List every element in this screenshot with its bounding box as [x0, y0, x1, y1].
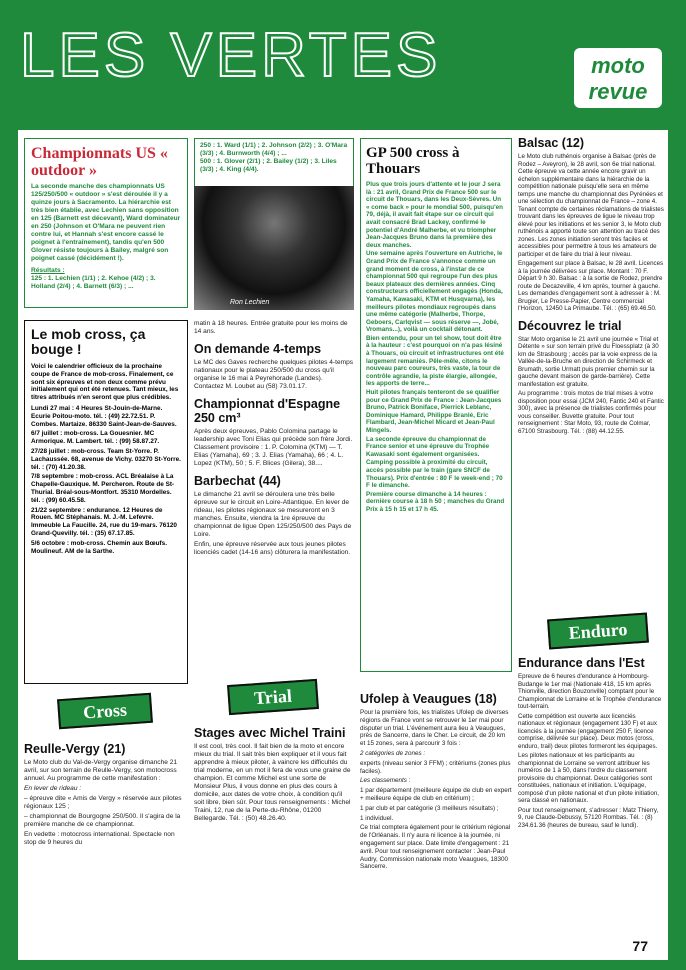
- ufolep-end: Ce trial comptera également pour le critérium régional de l'Orléanais. Il n'y aura ni licence à la journée, ni engagement sur place. Date limite d'engagement : 21 avril. Pour tout renseignement contacter : Jean-Paul Audry, Commission nationale moto Veaugues, 18300 Sancerre.: [360, 824, 511, 871]
- mob-item: 5/6 octobre : mob-cross. Chemin aux Bœufs. Moulineuf. AM de la Sarthe.: [31, 539, 168, 555]
- box-us-results-500: 500 : 1. Glover (2/1) ; 2. Bailey (1/2) ; 3. Liles (3/3) ; 4. King (4/4).: [200, 158, 337, 173]
- box-us-championships: [24, 138, 188, 308]
- reulle-line2: – championnat de Bourgogne 250/500. Il s'agira de la première manche de ce championnat.: [24, 813, 181, 828]
- traini-article: [194, 720, 354, 825]
- page-number: 77: [632, 938, 648, 954]
- gp500-p6: Camping possible à proximité du circuit, accès possible par le train (gare SNCF de Thouars). Prix d'entrée : 80 F le week-end ; 70 F le dimanche.: [366, 459, 503, 490]
- box-gp500: [360, 138, 512, 672]
- logo-line2: revue: [588, 79, 648, 104]
- reulle-lever: En lever de rideau :: [24, 785, 82, 792]
- gp500-p4: Huit pilotes français tenteront de se qualifier pour ce Grand Prix de France : Jean-Jacques Bruno, Patrick Boniface, Pierrick Leblanc, Dominique Hamard, Philippe Branlé, Eric Flambard, Jean-Michel Micard et Jean-Paul Mingels.: [366, 389, 502, 434]
- reulle-article: [24, 736, 188, 849]
- article-page: [18, 130, 668, 960]
- endurance-body: Epreuve de 6 heures d'endurance à Hombourg-Budange le 1er mai (Nationale 418, 15 km après Thionville, direction Bouzonville) comptant pour le Championnat de Lorraine et le Trophée d'endurance tout-terrain.: [518, 673, 662, 710]
- column-2: [194, 320, 354, 559]
- endurance-article: [518, 650, 664, 831]
- box-us-title: Championnats US « outdoor »: [31, 145, 168, 179]
- box-us-results-title: Résultats :: [31, 267, 65, 274]
- ufolep-title: Ufolep à Veaugues (18): [360, 692, 497, 706]
- reulle-continued: matin à 18 heures. Entrée gratuite pour les moins de 14 ans.: [194, 320, 348, 335]
- box-us-body: La seconde manche des championnats US 125/250/500 « outdoor » s'est déroulée il y a quinze jours à Sacramento. La hiérarchie est très bien établie, avec Lechien sans opposition en 125 (Barnett est décevant), Ward dominateur en 250 (Johnson et O'Mara ne peuvent rien contre lui, et Hannah s'est encore cassé le poignet à l'entraînement), tandis qu'en 500 Glover résiste toujours à Bailey, malgré son poignet cassé (décidément !).: [31, 183, 181, 262]
- page-title: LES VERTES: [20, 21, 442, 90]
- gp500-p5: La seconde épreuve du championnat de France senior et une épreuve du Trophée Kawasaki sont également organisées.: [366, 435, 490, 458]
- reulle-line1: – épreuve dite « Amis de Vergy » réservée aux pilotes régionaux 125 ;: [24, 795, 182, 810]
- espagne-title: Championnat d'Espagne 250 cm³: [194, 397, 341, 425]
- endurance-body-4: Pour tout renseignement, s'adresser : Matz Thierry, 9, rue Claude-Debussy, 57120 Rombas. Tél. : (8) 234.61.36 (heures de bureau, sauf le lundi).: [518, 806, 659, 829]
- gp500-title: GP 500 cross à Thouars: [366, 145, 460, 177]
- ufolep-article: [360, 686, 512, 873]
- gp500-p2: Une semaine après l'ouverture en Autriche, le Grand Prix de France s'annonce comme un grand moment de cross, à l'instar de ce championnat 500 qui regroupe l'un des plus beaux plateaux des dernières années. Cinq constructeurs officiellement engagés (Honda, Yamaha, Kawasaki, KTM et Husqvarna), les meilleurs pilotes mondiaux regroupés dans une même catégorie (Malherbe, Thorpe, Geboers, Carlqvist — sous réserve —, Jobé, Vromans...), voilà un cocktail détonant.: [366, 250, 503, 334]
- demande-body: Le MC des Gaves recherche quelques pilotes 4-temps nationaux pour le plateau 250/500 du cross qu'il organise le 16 mai à Peyrehorade (Landes). Contactez M. Loubet au (58) 73.01.17.: [194, 359, 354, 390]
- decouvrez-body: Star Moto organise le 21 avril une journée « Trial et Détente » sur son terrain privé du Floessplatz (à 30 km de Strasbourg ; accès par la voie express de la Vallée-de-la-Bruche en direction de Schirmeck et Brumath, sortie Urmatt puis premier chemin sur la gauche devant maison de garde-barrière). Cette manifestation est gratuite.: [518, 335, 659, 388]
- mob-item: 7/8 septembre : mob-cross. ACL Bréalaise à La Chapelle-Gauxique. M. Percheron. Route de St-Thurial. Bréal-sous-Montfort. 35310 Mordelles. tél. : (99) 60.45.58.: [31, 473, 175, 504]
- rider-photo: [194, 186, 354, 310]
- ufolep-cat-title: 2 catégories de zones :: [360, 749, 426, 757]
- ufolep-class-3: 1 individuel.: [360, 814, 394, 822]
- trial-banner: Trial: [227, 679, 319, 715]
- box-us-results-250: 250 : 1. Ward (1/1) ; 2. Johnson (2/2) ; 3. O'Mara (3/3) ; 4. Burnworth (4/4) ; ...: [200, 142, 348, 157]
- gp500-p3: Bien entendu, pour un tel show, tout doit être à la hauteur : c'est pourquoi on n'a pas lésiné à Thouars, où circuit et infrastructures ont été largement remaniés. Pêle-mêle, citons le nouveau parc coureurs, très vaste, la tour de contrôle agrandie, la piste élargie, allongée, les apports de terre...: [366, 334, 504, 388]
- column-4: [518, 132, 664, 437]
- page-header: [0, 0, 686, 110]
- cross-banner: Cross: [57, 693, 153, 729]
- decouvrez-title: Découvrez le trial: [518, 318, 622, 333]
- mob-intro: Voici le calendrier officieux de la prochaine coupe de France de mob-cross. Finalement, ce sont six épreuves et non deux comme prévu initialement qui ont été retenues. Tant mieux, les titres attribués n'en seront que plus crédibles.: [31, 363, 179, 402]
- gp500-p1: Plus que trois jours d'attente et le jour J sera là : 21 avril, Grand Prix de France 500 sur le circuit de Thouars, dans les Deux-Sèvres. Un « come back » pour le mondial 500, puisqu'en 79, déjà, il avait fait étape sur ce circuit qui avait consacré Brad Lackey, confirmé le potentiel d'André Malherbe, et vu triompher Jean-Jacques Bruno dans la première des deux manches.: [366, 181, 503, 249]
- balsac-title: Balsac (12): [518, 136, 585, 150]
- ufolep-class-1: 1 par département (meilleure équipe de club en expert + meilleure équipe de club en critérium) ;: [360, 787, 512, 802]
- endurance-body-3: Les pilotes nationaux et les participants au championnat de Lorraine se verront attribuer les numéros de 1 à 50, dans l'ordre du classement provisoire du championnat. Deux catégories sont constituées, nationaux et initiation. L'équipage, composé d'un pilote national et d'un pilote initiation, sera classé en nationaux.: [518, 752, 659, 804]
- box-mob-cross: [24, 320, 188, 684]
- box-us-results-125: 125 : 1. Lechien (1/1) ; 2. Kehoe (4/2) ; 3. Holland (2/4) ; 4. Barnett (6/3) ; ...: [31, 275, 156, 290]
- endurance-title: Endurance dans l'Est: [518, 656, 645, 670]
- photo-caption: Ron Lechien: [230, 299, 270, 306]
- mob-item: 27/28 juillet : mob-cross. Team St-Yorre. P. Lachaussée. 68, avenue de Vichy. 03270 St-Yorre. tél. : (70) 41.20.38.: [31, 447, 181, 471]
- enduro-banner: Enduro: [547, 613, 649, 650]
- mob-item: Lundi 27 mai : 4 Heures St-Jouin-de-Marne. Ecurie Poitou-moto. tél. : (49) 22.72.51. P. Combes. Martaize. 86330 Saint-Jean-de-Sauves.: [31, 404, 177, 428]
- barbechat-title: Barbechat (44): [194, 474, 281, 488]
- mob-item: 21/22 septembre : endurance. 12 Heures de Rouen. MC Stéphanais. M. J.-M. Lefevre. Immeuble La Faucille. 24, rue du 19-mars. 76120 Grand-Quevilly. tél. : (35) 67.17.85.: [31, 506, 177, 537]
- espagne-body: Après deux épreuves, Pablo Colomina partage le leadership avec Toni Elias qui précède son frère Jordi. Classement provisoire : 1. P. Colomina (KTM) — T. Elias (Yamaha), 69 ; 3. J. Elias (Yamaha), 66 ; 4. L. Lopez (KTM), 50 ; 5. F. Blices (Gilera), 38....: [194, 428, 353, 467]
- barbechat-body-2: Enfin, une épreuve réservée aux tous jeunes pilotes licenciés cadet (14-16 ans) clôturera la manifestation.: [194, 541, 351, 556]
- traini-title: Stages avec Michel Traini: [194, 726, 346, 740]
- gp500-p7: Première course dimanche à 14 heures : dernière course à 18 h 50 ; manches du Grand Prix à 15 h 15 et 17 h 45.: [366, 490, 505, 513]
- ufolep-class-title: Les classements :: [360, 777, 411, 785]
- decouvrez-body-2: Au programme : trois motos de trial mises à votre disposition pour essai (JCM 240, Fantic 240 et Fantic 300), avec la présence de trialistes confirmés pour vous conseiller. Buvette gratuite. Pour tout renseignement : Star Moto, 93, route de Colmar, 67100 Strasbourg. Tél. : (88) 44.12.55.: [518, 390, 664, 435]
- reulle-body: Le Moto club du Val-de-Vergy organise dimanche 21 avril, sur son terrain de Reulle-Vergy, son motocross annuel. Au programme de cette manifestation :: [24, 759, 178, 782]
- box-us-results-cont: [194, 138, 354, 186]
- mob-item: 6/7 juillet : mob-cross. La Gouesnier. MC Armorique. M. Lambert. tél. : (99) 58.87.27.: [31, 430, 160, 446]
- traini-body: Il est cool, très cool. Il fait bien de la moto et encore mieux du trial. Il sait très bien expliquer et il vous fait apprendre à mieux piloter, à vaincre les difficultés du trial moderne, en un mot il fera de vous une graine de champion. Et comme Michel est une sorte de Monsieur Plus, il vous donne en plus des cours à domicile, aux dates de votre choix, à condition qu'il soit libre, bien sûr. Pour tous renseignements : Michel Traini, 12, rue de la Perte-du-Rhône, 01200 Bellegarde. Tél. : (50) 48.26.40.: [194, 743, 351, 822]
- reulle-vedette: En vedette : motocross international. Spectacle non stop de 9 heures du: [24, 831, 175, 846]
- ufolep-cat: experts (niveau senior 3 FFM) ; critériums (zones plus faciles).: [360, 759, 511, 775]
- endurance-body-2: Cette compétition est ouverte aux licenciés nationaux et régionaux (engagement 130 F) et aux licenciés à la journée (engagement 250 F, licence comprise, délivrée sur place). Deux motos (cross, enduro, trail) deux pilotes formeront les équipages.: [518, 712, 658, 750]
- mob-title: Le mob cross, ça bouge !: [31, 326, 146, 357]
- demande-title: On demande 4-temps: [194, 342, 322, 356]
- ufolep-class-2: 1 par club et par catégorie (3 meilleurs résultats) ;: [360, 804, 499, 812]
- logo-line1: moto: [591, 53, 645, 78]
- moto-revue-logo: [574, 48, 662, 108]
- balsac-body: Le Moto club ruthénois organise à Balsac (près de Rodez – Aveyron), le 28 avril, son 6e trial national. Cette épreuve va cette année encore gravir un échelon supplémentaire dans la hiérarchie de la compétition nationale puisqu'elle sera en même temps une manche du championnat des Pyrénées et une sélection du championnat de France – zone 4. Tenant compte de certaines réclamations de trialistes trouvant dans les épreuves de ligue le niveau trop élevé pour les initiations et les senior 3, le Moto club ruthénois a apporté toute son attention au tracé des zones. Les zones initiation seront très faciles et accessibles pour permettre à tous les amateurs de participer et de faire du trial à leur niveau.: [518, 153, 664, 258]
- reulle-title: Reulle-Vergy (21): [24, 742, 126, 756]
- ufolep-body: Pour la première fois, les trialistes Ufolep de diverses régions de France vont se retrouver le 1er mai pour disputer un trial. L'événement aura lieu à Veaugues, près de Sancerre, dans le Cher. Le circuit, de 20 km et 15 zones, sera à parcourir 3 fois :: [360, 709, 509, 748]
- barbechat-body: Le dimanche 21 avril se déroulera une très belle épreuve sur le circuit en Loire-Atlantique. En lever de rideau, les pilotes régionaux se mesureront en 3 manches. Ensuite, viendra la 1re épreuve du championnat de ligue Open 125/250/500 des Pays de Loire.: [194, 491, 352, 538]
- balsac-body-2: Engagement sur place à Balsac, le 28 avril. Licences à la journée délivrées sur place. Montant : 70 F. Départ 9 h 30. Balsac : à la sortie de Rodez, prendre route de Decazeville, 4 km après, tourner à gauche. Les demandes d'engagement sont à adresser à : M. Brugier, Le Presse-Papier, Centre commercial l'Horizon, 12450 La Primaube. Tél. : (65) 69.46.50.: [518, 260, 664, 312]
